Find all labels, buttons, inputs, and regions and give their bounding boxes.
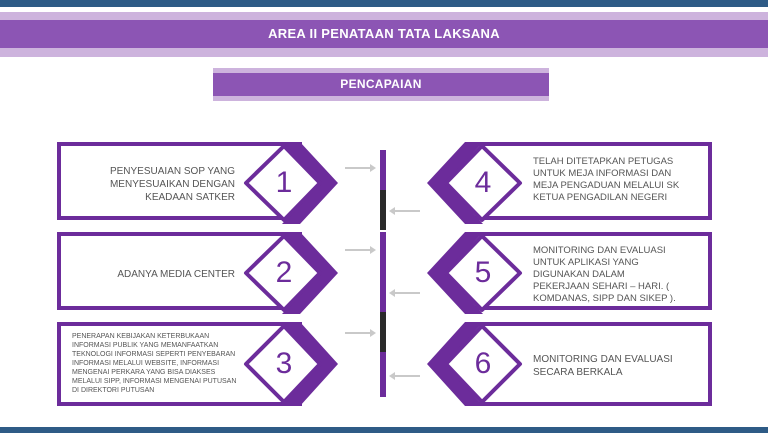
item-text-2: ADANYA MEDIA CENTER [117,269,235,280]
item-text-4: TELAH DITETAPKAN PETUGAS UNTUK MEJA INFORMASI DAN MEJA PENGADUAN MELALUI SK KETUA PENGADILAN NEGERI [533,156,680,203]
item-text-5: MONITORING DAN EVALUASI UNTUK APLIKASI YANG DIGUNAKAN DALAM PEKERJAAN SEHARI – HARI. ( KOMDANAS, SIPP DAN SIKEP ). [533,245,676,304]
item-number-5: 5 [474,256,492,289]
item-text-1: PENYESUAIAN SOP YANG MENYESUAIKAN DENGAN KEADAAN SATKER [109,166,235,203]
item-number-3: 3 [275,347,293,380]
item-number-4: 4 [474,166,492,199]
item-number-1: 1 [275,166,293,199]
page-title: AREA II PENATAAN TATA LAKSANA [268,26,500,41]
item-number-2: 2 [275,256,293,289]
section-title: PENCAPAIAN [340,77,422,91]
item-text-6: MONITORING DAN EVALUASI SECARA BERKALA [533,354,673,378]
item-text-3: PENERAPAN KEBIJAKAN KETERBUKAAN INFORMASI PUBLIK YANG MEMANFAATKAN TEKNOLOGI INFORMASI SEPERTI PENYEBARAN INFORMASI MELALUI WEBSITE, INFORMASI MENGENAI PERKARA YANG BISA DIAKSES MELALUI SIPP, INFORMASI MENGENAI PUTUSAN DI DIREKTORI PUTUSAN [72,333,237,394]
item-number-6: 6 [474,347,492,380]
